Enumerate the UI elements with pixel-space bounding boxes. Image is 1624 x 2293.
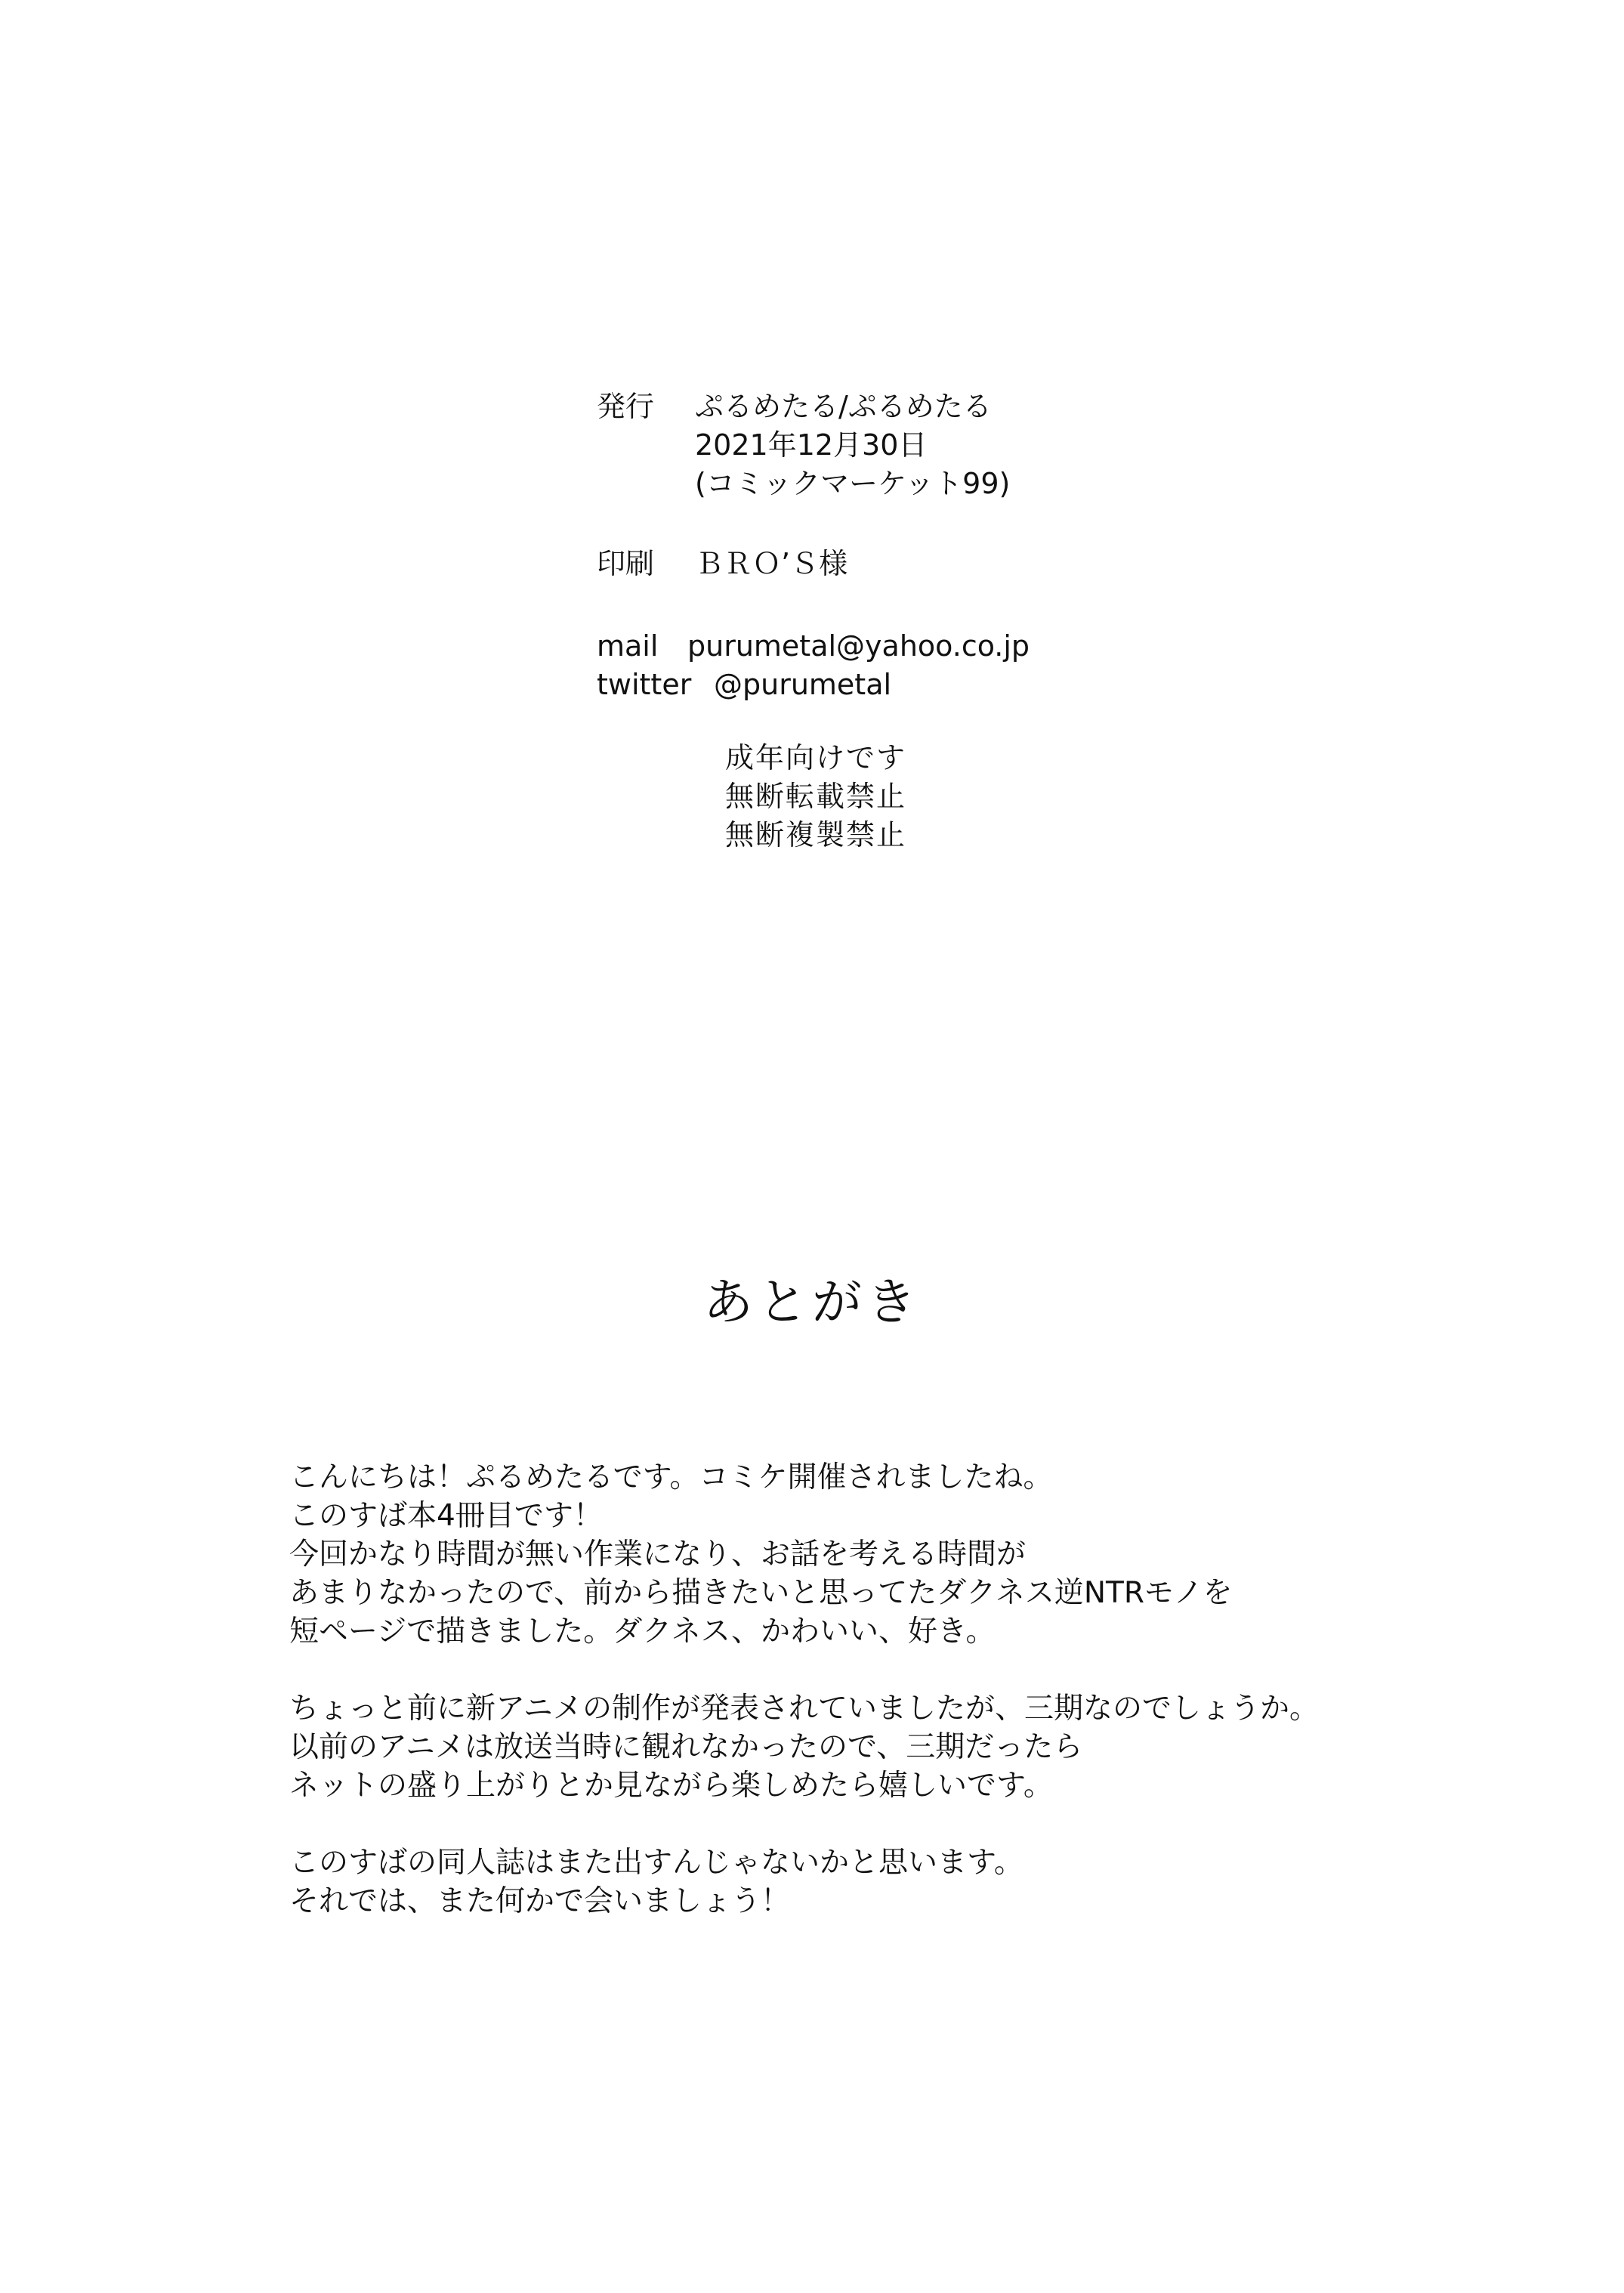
twitter-label: twitter [597, 668, 692, 701]
printer-label: 印刷 [597, 547, 655, 580]
text-line: それでは、また何かで会いましょう！ [289, 1884, 791, 1918]
publish-date: 2021年12月30日 [695, 428, 928, 462]
text-line: 今回かなり時間が無い作業になり、お話を考える時間が [289, 1537, 1027, 1571]
paragraph [289, 1458, 1573, 1651]
text-line: 短ページで描きました。ダクネス、かわいい、好き。 [289, 1615, 996, 1649]
event-row [597, 465, 1277, 503]
publish-date-row [597, 426, 1277, 465]
event-name: (コミックマーケット99) [695, 467, 1011, 500]
notice-no-reprint: 無断転載禁止 [725, 780, 907, 813]
twitter-handle: @purumetal [714, 668, 892, 701]
afterword-body [289, 1458, 1573, 1921]
afterword-title: あとがき [703, 1273, 921, 1331]
publisher-label: 発行 [597, 390, 655, 423]
text-line: ネットの盛り上がりとか見ながら楽しめたら嬉しいです。 [289, 1769, 1053, 1803]
text-line: このすばの同人誌はまた出すんじゃないかと思います。 [289, 1846, 1023, 1880]
text-line: 以前のアニメは放送当時に観れなかったので、三期だったら [289, 1730, 1083, 1764]
text-line: このすば本4冊目です！ [289, 1499, 603, 1533]
mail-address: purumetal@yahoo.co.jp [687, 629, 1030, 663]
colophon [597, 388, 1277, 704]
publisher-row [597, 388, 1277, 426]
twitter-row [597, 666, 1277, 704]
mail-row [597, 627, 1277, 666]
printer-row [597, 545, 1277, 583]
publisher-name: ぷるめたる/ぷるめたる [695, 390, 992, 423]
notice-no-copy: 無断複製禁止 [725, 818, 907, 851]
paragraph [289, 1843, 1573, 1921]
notices [725, 739, 906, 854]
text-line: ちょっと前に新アニメの制作が発表されていましたが、三期なのでしょうか。 [289, 1692, 1320, 1726]
printer-name: ＢＲＯ’Ｓ様 [695, 547, 848, 580]
paragraph [289, 1689, 1573, 1805]
notice-adult: 成年向けです [725, 741, 907, 774]
text-line: こんにちは！ぷるめたるです。コミケ開催されましたね。 [289, 1460, 1053, 1494]
mail-label: mail [597, 629, 659, 663]
text-line: あまりなかったので、前から描きたいと思ってたダクネス逆NTRモノを [289, 1576, 1233, 1610]
